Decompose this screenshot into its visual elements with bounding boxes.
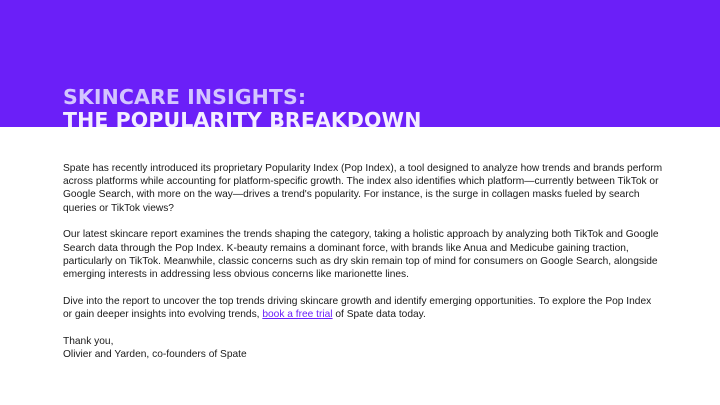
header-banner — [0, 0, 720, 127]
signoff — [63, 335, 663, 361]
thanks-line: Thank you, — [63, 335, 114, 347]
page-title — [63, 86, 422, 127]
title-line-1: SKINCARE INSIGHTS: — [63, 85, 307, 109]
letter-body — [63, 162, 663, 374]
signature-line: Olivier and Yarden, co-founders of Spate — [63, 348, 247, 360]
cta-paragraph — [63, 295, 663, 321]
intro-paragraph: Spate has recently introduced its proprietary Popularity Index (Pop Index), a tool designed to analyze how trends and brands perform across platforms while accounting for platform-specific growth. The index also identifies which platform—currently between TikTok or Google Search, with more on the way—drives a trend's popularity. For instance, is the surge in collagen masks fueled by search queries or TikTok views? — [63, 163, 663, 214]
book-free-trial-link[interactable]: book a free trial — [262, 308, 333, 320]
cta-text-before: Dive into the report to uncover the top trends driving skincare growth and identify emerging opportunities. To explore the Pop Index or gain deeper insights into evolving trends, — [63, 295, 652, 320]
cta-text-after: of Spate data today. — [332, 308, 426, 320]
title-line-2: THE POPULARITY BREAKDOWN — [63, 108, 422, 127]
report-paragraph: Our latest skincare report examines the trends shaping the category, taking a holistic approach by analyzing both TikTok and Google Search data through the Pop Index. K-beauty remains a dominant force, with brands like Anua and Medicube gaining traction, particularly on TikTok. Meanwhile, classic concerns such as dry skin remain top of mind for consumers on Google Search, alongside emerging interests in addressing less obvious concerns like marionette lines. — [63, 229, 659, 280]
